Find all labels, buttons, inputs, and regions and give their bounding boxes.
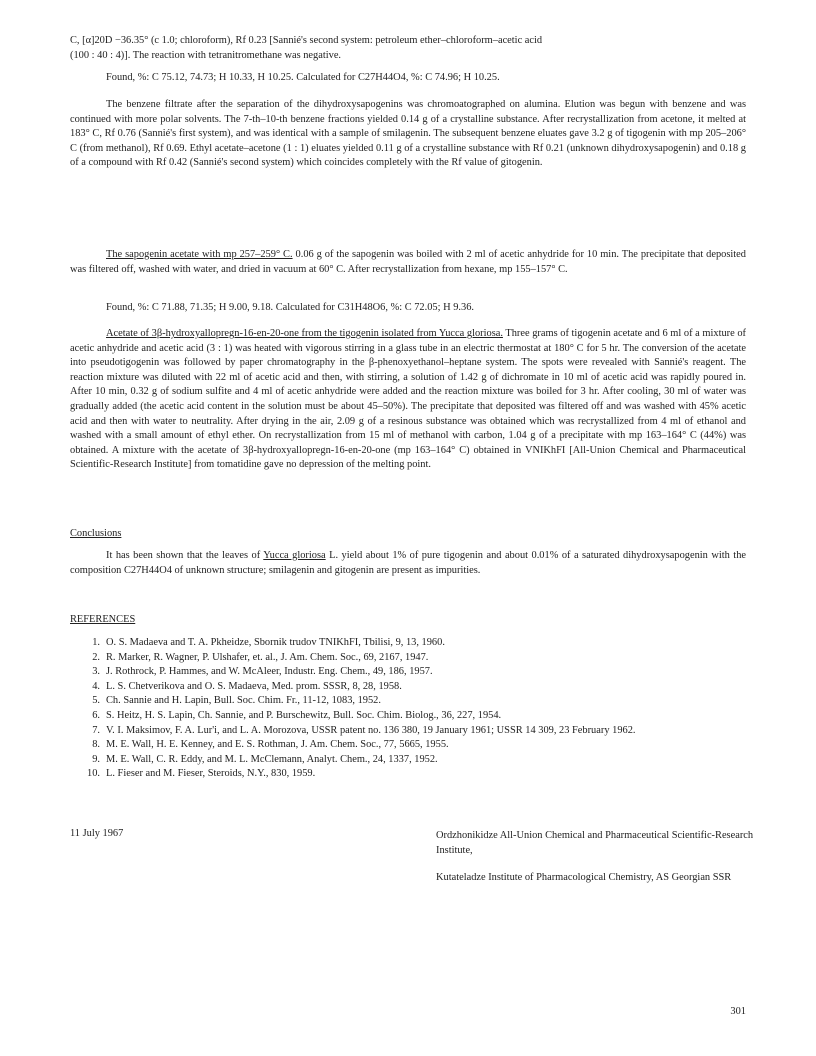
reference-item: 2. R. Marker, R. Wagner, P. Ulshafer, et. al., J. Am. Chem. Soc., 69, 2167, 1947. — [92, 651, 429, 663]
paragraph-benzene-filtrate: The benzene filtrate after the separation of the dihydroxysapogenins was chromoatographed on alumina. Elution was begun with benzene and was continued with more polar solvents. The 7-th–10-th benzene fractions yielded 0.14 g of a crystalline substance. After recrystallization from acetone, it melted at 183° C, Rf 0.76 (Sannié's first system), and was identical with a sample of smilagenin. The subsequent benzene eluates gave 3.2 g of tigogenin with mp 205–206° C (from methanol), Rf 0.69. Ethyl acetate–acetone (1 : 1) eluates yielded 0.11 g of a crystalline substance with Rf 0.21 (unknown dihydroxysapogenin) and 0.18 g of a compound with Rf 0.42 (Sannié's second system) which coincides completely with the Rf value of gitogenin. — [70, 99, 746, 169]
sapogenin-acetate-heading: The sapogenin acetate with mp 257–259° C. — [106, 249, 293, 260]
intro-line-2: (100 : 40 : 4)]. The reaction with tetranitromethane was negative. — [70, 49, 342, 61]
references-heading: REFERENCES — [70, 614, 136, 625]
acetate-text: Three grams of tigogenin acetate and 6 ml of a mixture of acetic anhydride and acetic acid (3 : 1) was heated with vigorous stirring in a glass tube in an electric thermostat at 180° C for 5 hr. The conversion of the acetate into pseudotigogenin was followed by paper chromatography in the β-phenoxyethanol–heptane system. The spots were revealed with Sannié's reagent. The reaction mixture was diluted with 22 ml of acetic acid and then, with stirring, a solution of 1.42 g of dichromate in 10 ml of acetic acid was rapidly poured in. After 10 min, 0.32 g of sodium sulfite and 4 ml of acetic anhydride were added and the reaction mixture was boiled for 3 hr. After cooling, 30 ml of water was gradually added (the acetic acid content in the solution must be about 45–50%). The precipitate that deposited was filtered off and was washed with 45% acetic acid and then with water to neutrality. After drying in the air, 2.09 g of a resinous substance was obtained which was recrystallized from 4 ml of ethanol and washed with a small amount of ethyl ether. On recrystallization from 15 ml of methanol with carbon, 1.04 g of a precipitate with mp 163–164° C (44%) was obtained. A mixture with the acetate of 3β-hydroxyallopregn-16-en-20-one (mp 163–164° C) obtained in VNIKhFI [All-Union Chemical and Pharmaceutical Scientific-Research Institute] from tomatidine gave no depression of the melting point. — [70, 328, 746, 471]
acetate-heading: Acetate of 3β-hydroxyallopregn-16-en-20-one from the tigogenin isolated from Yucca gloriosa. — [106, 328, 503, 339]
reference-item: 3. J. Rothrock, P. Hammes, and W. McAleer, Industr. Eng. Chem., 49, 186, 1957. — [92, 666, 433, 678]
page-number: 301 — [730, 1006, 746, 1017]
found-line-2: Found, %: C 71.88, 71.35; H 9.00, 9.18. Calculated for C31H48O6, %: C 72.05; H 9.36. — [106, 302, 474, 313]
reference-item: 8. M. E. Wall, H. E. Kenney, and E. S. Rothman, J. Am. Chem. Soc., 77, 5665, 1955. — [92, 739, 449, 751]
intro-continuation — [70, 34, 746, 63]
received-date: 11 July 1967 — [70, 828, 124, 839]
sapogenin-acetate-text: 0.06 g of the sapogenin was boiled with 2 ml of acetic anhydride for 10 min. The precipitate that deposited was filtered off, washed with water, and dried in vacuum at 60° C. After recrystallization from hexane, mp 155–157° C. — [70, 249, 746, 275]
affiliation-2: Kutateladze Institute of Pharmacological Chemistry, AS Georgian SSR — [436, 872, 732, 883]
reference-item: 7. V. I. Maksimov, F. A. Lur'i, and L. A. Morozova, USSR patent no. 136 380, 19 January 1961; USSR 14 309, 23 February 1962. — [92, 724, 636, 736]
conclusions-heading: Conclusions — [70, 528, 122, 539]
reference-item: 10. L. Fieser and M. Fieser, Steroids, N.Y., 830, 1959. — [87, 768, 316, 780]
affiliation-1: Ordzhonikidze All-Union Chemical and Pharmaceutical Scientific-Research Institute, — [436, 830, 754, 856]
conclusions-text: It has been shown that the leaves of Yucca gloriosa L. yield about 1% of pure tigogenin and about 0.01% of a saturated dihydroxysapogenin with the composition C27H44O4 of unknown structure; smilagenin and gitogenin are present as impurities. — [70, 550, 747, 576]
reference-item: 5. Ch. Sannie and H. Lapin, Bull. Soc. Chim. Fr., 11-12, 1083, 1952. — [92, 695, 381, 707]
species-name: Yucca gloriosa — [263, 550, 326, 561]
found-line-1: Found, %: C 75.12, 74.73; H 10.33, H 10.25. Calculated for C27H44O4, %: C 74.96; H 10.25. — [106, 72, 500, 83]
intro-line-1: C, [α]20D −36.35° (c 1.0; chloroform), Rf 0.23 [Sannié's second system: petroleum ether–chloroform–acetic acid — [70, 35, 543, 46]
references-list — [70, 636, 760, 782]
reference-item: 6. S. Heitz, H. S. Lapin, Ch. Sannie, and P. Burschewitz, Bull. Soc. Chim. Biolog., 36, 227, 1954. — [92, 709, 502, 721]
reference-item: 1. O. S. Madaeva and T. A. Pkheidze, Sbornik trudov TNIKhFI, Tbilisi, 9, 13, 1960. — [92, 637, 445, 648]
paragraph-sapogenin-acetate — [70, 248, 746, 277]
reference-item: 9. M. E. Wall, C. R. Eddy, and M. L. McClemann, Analyt. Chem., 24, 1337, 1952. — [92, 753, 438, 765]
paragraph-acetate-pregnenolone — [70, 327, 746, 473]
reference-item: 4. L. S. Chetverikova and O. S. Madaeva, Med. prom. SSSR, 8, 28, 1958. — [92, 680, 402, 692]
